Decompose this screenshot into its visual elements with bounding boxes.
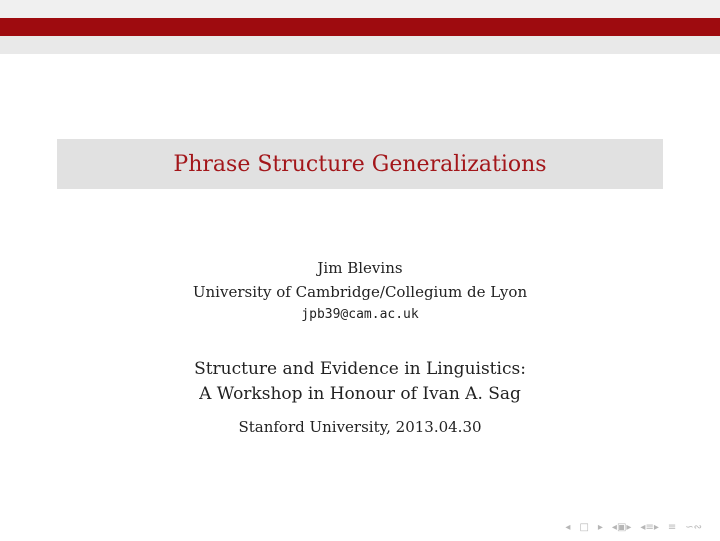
header-band-bottom: [0, 36, 720, 54]
header-band-top: [0, 0, 720, 18]
header-band-accent: [0, 18, 720, 36]
search-icon[interactable]: ∽∾: [685, 522, 702, 533]
conference-title-line-1: Structure and Evidence in Linguistics:: [194, 359, 526, 379]
title-box: [57, 139, 663, 189]
nav-right-arrow-icon[interactable]: ▸: [597, 522, 603, 533]
align-icon[interactable]: ≡: [667, 522, 677, 533]
beamer-navigation: [565, 522, 702, 533]
section-icon[interactable]: ◂▣▸: [611, 522, 632, 533]
place-date: Stanford University, 2013.04.30: [238, 418, 482, 436]
subsection-icon[interactable]: ◂≡▸: [640, 522, 659, 533]
author-email: jpb39@cam.ac.uk: [301, 307, 419, 322]
conference-title-line-2: A Workshop in Honour of Ivan A. Sag: [199, 384, 521, 404]
slide-title: Phrase Structure Generalizations: [173, 151, 547, 177]
author-name: Jim Blevins: [317, 259, 403, 277]
nav-left-arrow-icon[interactable]: ◂: [565, 522, 571, 533]
author-institution: University of Cambridge/Collegium de Lyon: [192, 283, 528, 301]
frame-icon[interactable]: □: [579, 522, 589, 533]
